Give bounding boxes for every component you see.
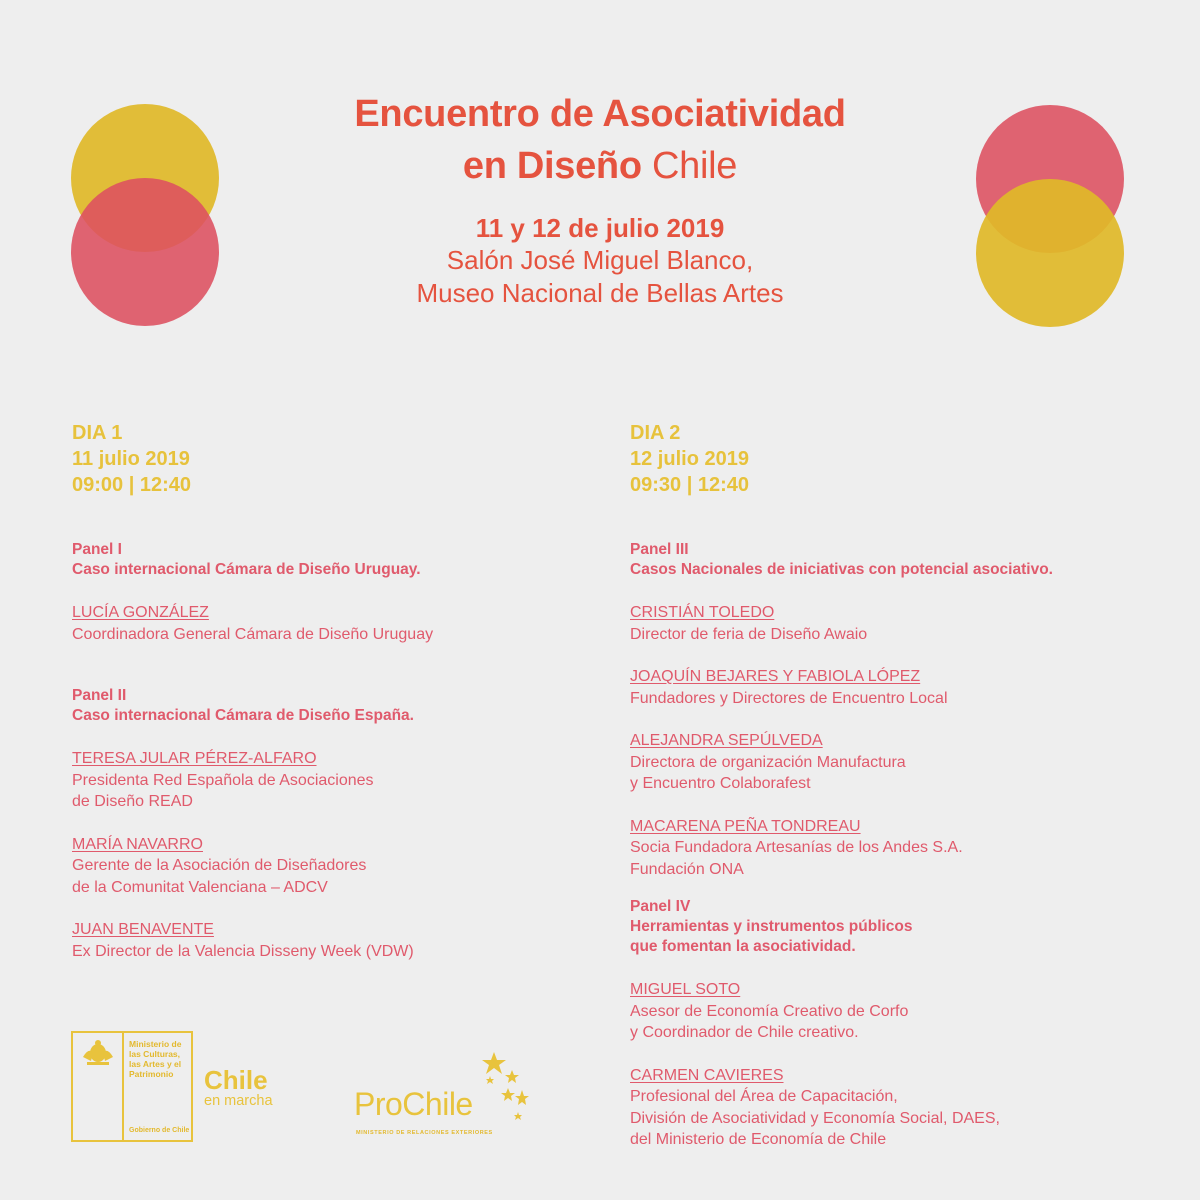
- decorative-circle-yellow-right: [976, 179, 1124, 327]
- speaker-item: [72, 602, 572, 645]
- speaker-role: Ex Director de la Valencia Disseny Week (VDW): [72, 942, 414, 960]
- panel-title: Panel III: [630, 541, 689, 558]
- speaker-role: de Diseño READ: [72, 793, 193, 810]
- speaker-name-link[interactable]: MARÍA NAVARRO: [72, 835, 203, 853]
- speaker-role: Gerente de la Asociación de Diseñadores: [72, 857, 367, 874]
- speaker-role: Director de feria de Diseño Awaio: [630, 625, 868, 643]
- panel-title: Panel IV: [630, 898, 691, 915]
- event-venue-line-1: Salón José Miguel Blanco,: [446, 245, 754, 275]
- panel-3-heading: [630, 540, 1170, 580]
- speaker-item: [630, 816, 1170, 881]
- speaker-item: [72, 919, 572, 962]
- panel-1-heading: [72, 540, 572, 580]
- panel-title: Panel II: [72, 687, 127, 704]
- chile-word: Chile: [204, 1065, 268, 1095]
- panel-subtitle: que fomentan la asociatividad.: [630, 938, 856, 955]
- speaker-name-link[interactable]: TERESA JULAR PÉREZ-ALFARO: [72, 750, 317, 767]
- day-1-header: [72, 420, 572, 498]
- panel-subtitle: Caso internacional Cámara de Diseño Uruguay.: [72, 561, 421, 578]
- prochile-logo: [354, 1050, 544, 1140]
- panel-subtitle: Caso internacional Cámara de Diseño España.: [72, 707, 414, 724]
- day-time: 09:30 | 12:40: [630, 474, 750, 496]
- speaker-item: [630, 666, 1170, 709]
- speaker-item: [630, 730, 1170, 795]
- event-venue-line-2: Museo Nacional de Bellas Artes: [416, 278, 784, 308]
- day-date: 12 julio 2019: [630, 448, 749, 470]
- gobierno-label: Gobierno de Chile: [129, 1127, 190, 1134]
- speaker-role: Directora de organización Manufactura: [630, 753, 906, 771]
- speaker-role: y Coordinador de Chile creativo.: [630, 1024, 859, 1041]
- title-light: Chile: [641, 145, 738, 187]
- day-time: 09:00 | 12:40: [72, 474, 192, 496]
- en-marcha-word: en marcha: [204, 1093, 273, 1109]
- speaker-item: [72, 748, 572, 813]
- speaker-role: y Encuentro Colaborafest: [630, 775, 811, 792]
- day-date: 11 julio 2019: [72, 448, 190, 470]
- day-2-header: [630, 420, 1170, 498]
- prochile-word: ProChile: [354, 1086, 473, 1122]
- ministry-line: las Culturas,: [129, 1049, 181, 1059]
- day-2-column: [630, 420, 1170, 1172]
- ministry-line: las Artes y el: [129, 1059, 182, 1069]
- event-header: [250, 88, 950, 310]
- speaker-role: Profesional del Área de Capacitación,: [630, 1088, 898, 1105]
- speaker-name-link[interactable]: JOAQUÍN BEJARES Y FABIOLA LÓPEZ: [630, 668, 921, 685]
- speaker-item: [72, 834, 572, 899]
- speaker-name-link[interactable]: MIGUEL SOTO: [630, 981, 741, 998]
- speaker-role: Coordinadora General Cámara de Diseño Uruguay: [72, 625, 434, 643]
- speaker-item: [630, 979, 1170, 1044]
- speaker-name-link[interactable]: JUAN BENAVENTE: [72, 921, 214, 938]
- logo-divider: [122, 1033, 124, 1140]
- event-dates: 11 y 12 de julio 2019: [475, 213, 725, 243]
- speaker-name-link[interactable]: ALEJANDRA SEPÚLVEDA: [630, 732, 823, 749]
- day-label: DIA 2: [630, 422, 681, 444]
- coat-of-arms-icon: [81, 1039, 115, 1067]
- ministry-culture-logo: [71, 1031, 193, 1142]
- title-line-2: [250, 140, 950, 192]
- title-line-1: Encuentro de Asociatividad: [354, 93, 846, 135]
- speaker-name-link[interactable]: CRISTIÁN TOLEDO: [630, 604, 775, 621]
- speaker-role: Fundación ONA: [630, 860, 744, 878]
- speaker-role: División de Asociatividad y Economía Social, DAES,: [630, 1109, 1000, 1127]
- speaker-role: Fundadores y Directores de Encuentro Local: [630, 689, 948, 707]
- speaker-role: Socia Fundadora Artesanías de los Andes S.A.: [630, 839, 963, 856]
- panel-4-heading: [630, 897, 1170, 957]
- decorative-circle-red-left: [71, 178, 219, 326]
- speaker-role: Asesor de Economía Creativo de Corfo: [630, 1002, 909, 1020]
- day-label: DIA 1: [72, 422, 123, 444]
- speaker-item: [630, 1065, 1170, 1151]
- chile-en-marcha-logo: [204, 1066, 273, 1108]
- ministry-name: [129, 1039, 195, 1079]
- ministry-line: Ministerio de: [129, 1039, 182, 1049]
- speaker-role: Presidenta Red Española de Asociaciones: [72, 771, 374, 789]
- panel-title: Panel I: [72, 541, 122, 558]
- panel-subtitle: Casos Nacionales de iniciativas con potencial asociativo.: [630, 561, 1053, 578]
- speaker-name-link[interactable]: MACARENA PEÑA TONDREAU: [630, 817, 861, 835]
- event-title: [250, 88, 950, 192]
- speaker-role: de la Comunitat Valenciana – ADCV: [72, 878, 328, 896]
- speaker-name-link[interactable]: CARMEN CAVIERES: [630, 1066, 784, 1084]
- panel-2-heading: [72, 686, 572, 726]
- panel-subtitle: Herramientas y instrumentos públicos: [630, 918, 913, 935]
- speaker-item: [630, 602, 1170, 645]
- speaker-name-link[interactable]: LUCÍA GONZÁLEZ: [72, 604, 209, 621]
- speaker-role: del Ministerio de Economía de Chile: [630, 1131, 887, 1148]
- ministry-line: Patrimonio: [129, 1069, 174, 1079]
- title-bold: en Diseño: [462, 145, 642, 187]
- day-1-column: [72, 420, 572, 983]
- prochile-subtitle: MINISTERIO DE RELACIONES EXTERIORES: [356, 1130, 493, 1136]
